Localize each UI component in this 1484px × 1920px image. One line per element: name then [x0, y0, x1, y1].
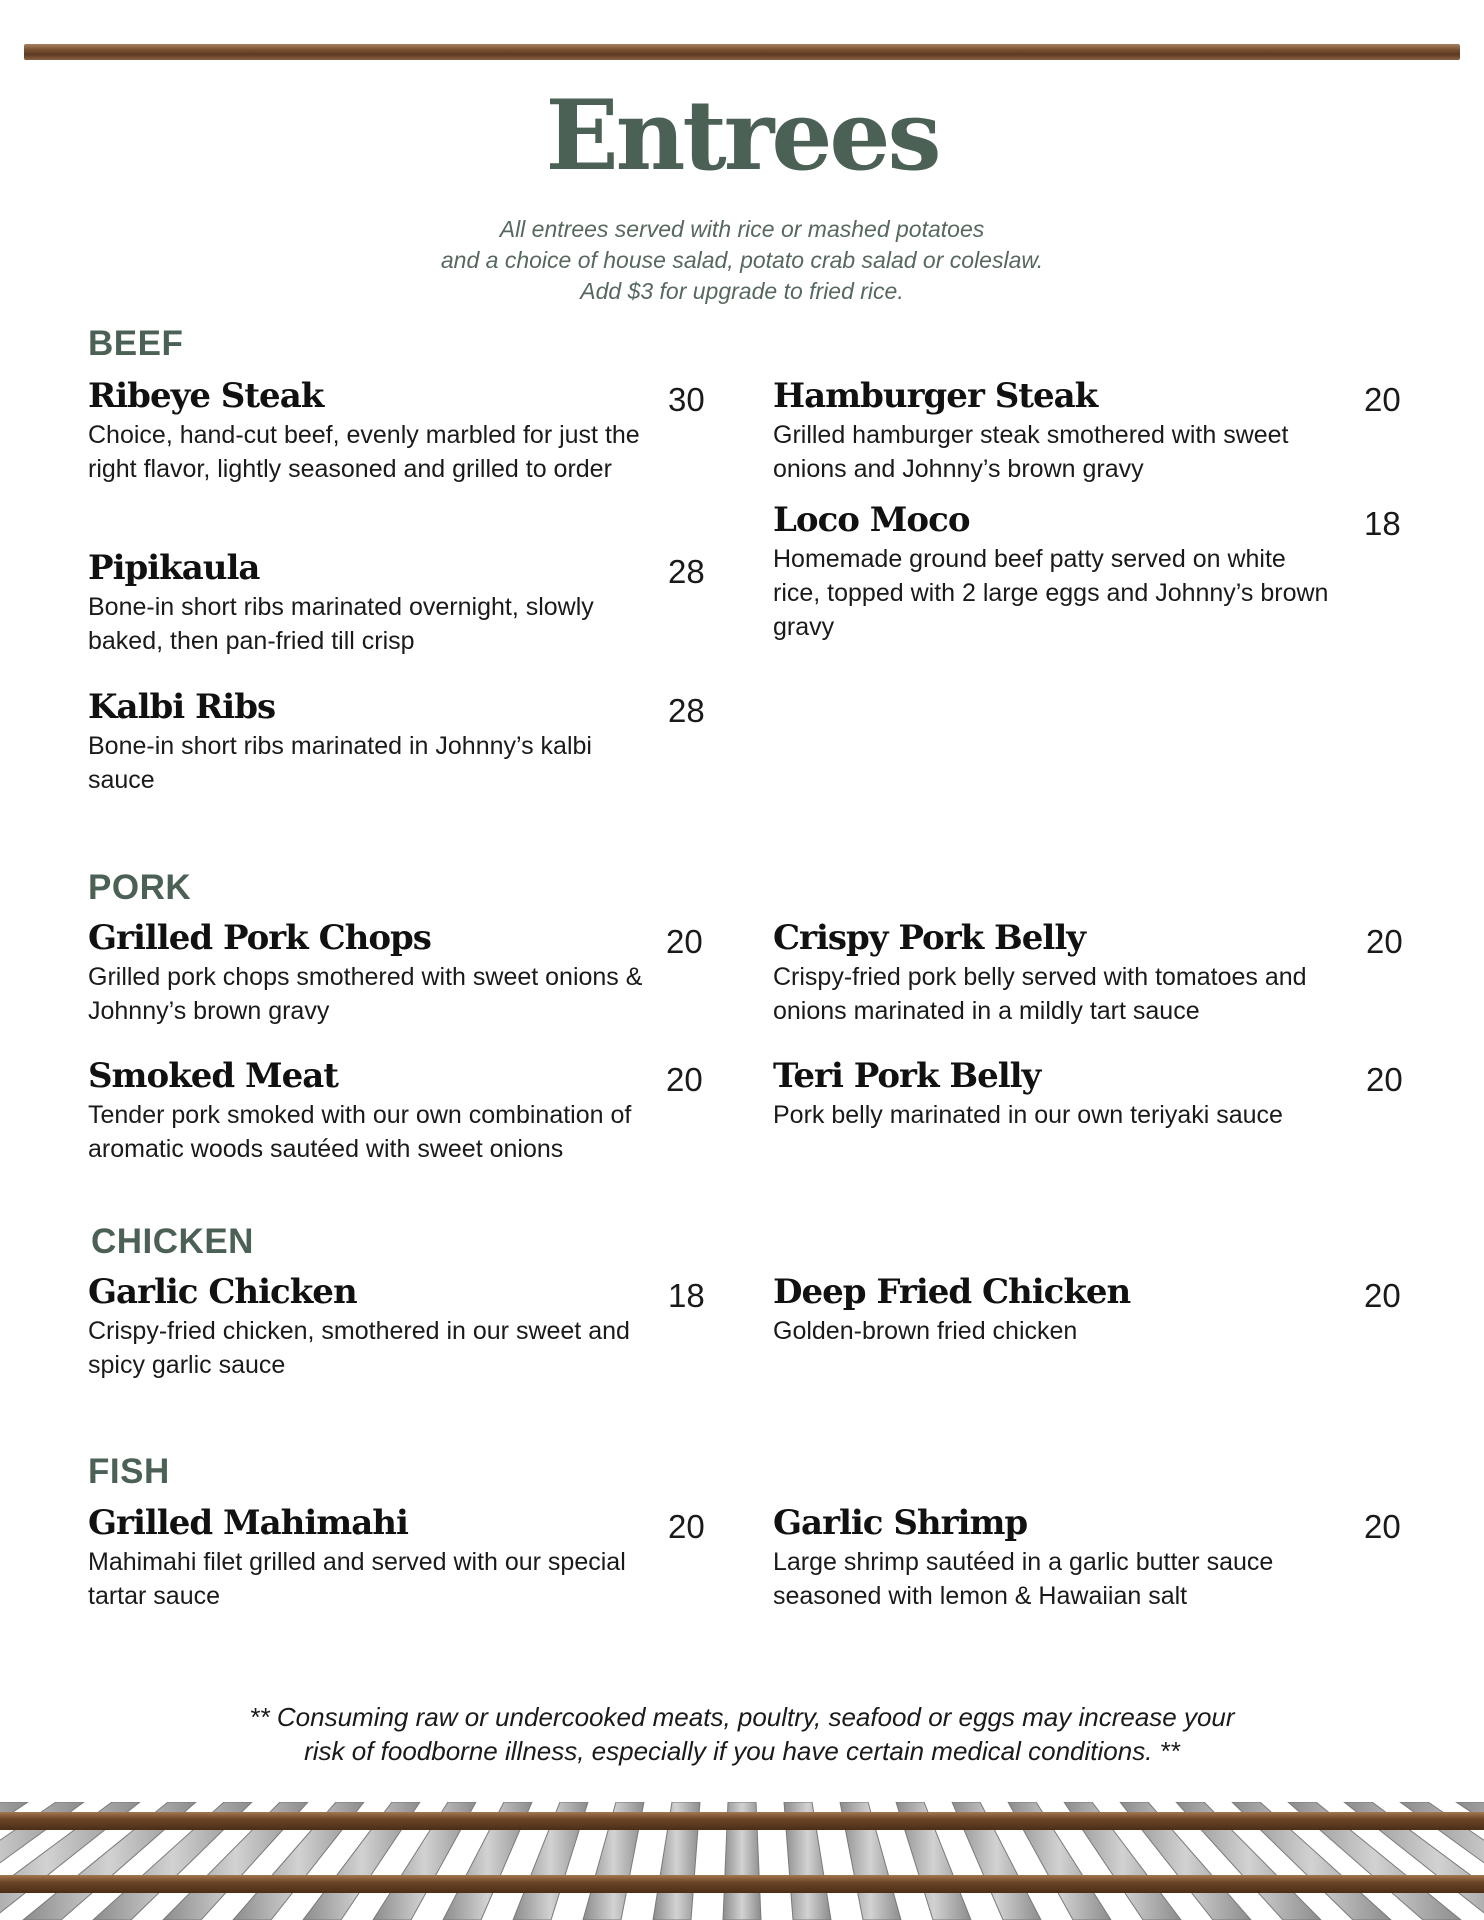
item-price: 20	[1364, 1508, 1401, 1545]
item-description: Homemade ground beef patty served on white rice, topped with 2 large eggs and Johnny’s brown gravy	[773, 545, 1329, 641]
item-description: Grilled pork chops smothered with sweet onions & Johnny’s brown gravy	[88, 963, 643, 1025]
item-price: 30	[668, 381, 705, 418]
item-description: Choice, hand-cut beef, evenly marbled for just the right flavor, lightly seasoned and grilled to order	[88, 421, 640, 483]
item-price: 20	[1364, 1277, 1401, 1314]
item-description: Tender pork smoked with our own combination of aromatic woods sautéed with sweet onions	[88, 1101, 632, 1163]
item-name: Garlic Chicken	[88, 1272, 357, 1312]
item-name: Kalbi Ribs	[88, 687, 276, 727]
menu-item-garlic-shrimp	[773, 1503, 1338, 1613]
item-price: 20	[1366, 923, 1403, 960]
menu-item-grilled-pork-chops	[88, 918, 666, 1028]
item-price: 20	[668, 1508, 705, 1545]
item-name: Teri Pork Belly	[773, 1056, 1041, 1096]
subtitle-line: All entrees served with rice or mashed potatoes	[499, 216, 985, 242]
menu-item-deep-fried-chicken	[773, 1272, 1338, 1348]
item-description: Bone-in short ribs marinated overnight, slowly baked, then pan-fried till crisp	[88, 593, 594, 655]
item-name: Ribeye Steak	[88, 376, 324, 416]
menu-item-loco-moco	[773, 500, 1338, 644]
subtitle	[0, 214, 1484, 307]
section-heading-pork: PORK	[88, 868, 192, 907]
menu-item-pipikaula	[88, 548, 648, 658]
section-heading-beef: BEEF	[88, 324, 184, 363]
item-description: Large shrimp sautéed in a garlic butter sauce seasoned with lemon & Hawaiian salt	[773, 1548, 1274, 1610]
item-description: Crispy-fried pork belly served with tomatoes and onions marinated in a mildly tart sauce	[773, 963, 1307, 1025]
item-description: Bone-in short ribs marinated in Johnny’s kalbi sauce	[88, 732, 592, 794]
food-safety-disclaimer	[0, 1700, 1484, 1768]
subtitle-line: and a choice of house salad, potato crab salad or coleslaw.	[440, 247, 1044, 273]
menu-item-garlic-chicken	[88, 1272, 648, 1382]
section-heading-fish: FISH	[88, 1452, 170, 1491]
item-name: Crispy Pork Belly	[773, 918, 1085, 958]
item-price: 28	[668, 692, 705, 729]
item-price: 20	[1366, 1061, 1403, 1098]
item-description: Mahimahi filet grilled and served with our special tartar sauce	[88, 1548, 626, 1610]
subtitle-line: Add $3 for upgrade to fried rice.	[580, 278, 904, 304]
section-heading-chicken: CHICKEN	[91, 1222, 254, 1261]
item-name: Deep Fried Chicken	[773, 1272, 1131, 1312]
menu-item-teri-pork-belly	[773, 1056, 1353, 1132]
item-description: Grilled hamburger steak smothered with sweet onions and Johnny’s brown gravy	[773, 421, 1289, 483]
item-price: 28	[668, 553, 705, 590]
menu-item-ribeye-steak	[88, 376, 648, 486]
item-price: 18	[668, 1277, 705, 1314]
railroad-tracks-graphic	[0, 1802, 1484, 1920]
disclaimer-line: ** Consuming raw or undercooked meats, poultry, seafood or eggs may increase your	[249, 1702, 1235, 1732]
menu-item-hamburger-steak	[773, 376, 1338, 486]
top-rail-decoration	[24, 44, 1460, 60]
item-name: Hamburger Steak	[773, 376, 1098, 416]
item-price: 18	[1364, 505, 1401, 542]
item-price: 20	[666, 1061, 703, 1098]
item-description: Golden-brown fried chicken	[773, 1317, 1078, 1345]
disclaimer-line: risk of foodborne illness, especially if you have certain medical conditions. **	[304, 1736, 1180, 1766]
page-title: Entrees	[545, 79, 939, 192]
item-name: Loco Moco	[773, 500, 970, 540]
item-name: Grilled Mahimahi	[88, 1503, 408, 1543]
item-name: Smoked Meat	[88, 1056, 339, 1096]
item-price: 20	[666, 923, 703, 960]
item-price: 20	[1364, 381, 1401, 418]
rail-lower	[0, 1875, 1484, 1893]
item-name: Garlic Shrimp	[773, 1503, 1028, 1543]
item-name: Grilled Pork Chops	[88, 918, 431, 958]
menu-item-grilled-mahimahi	[88, 1503, 648, 1613]
menu-item-crispy-pork-belly	[773, 918, 1353, 1028]
item-name: Pipikaula	[88, 548, 260, 588]
item-description: Pork belly marinated in our own teriyaki sauce	[773, 1101, 1283, 1129]
item-description: Crispy-fried chicken, smothered in our sweet and spicy garlic sauce	[88, 1317, 630, 1379]
rail-upper	[0, 1812, 1484, 1830]
railroad-tracks-decoration	[0, 1802, 1484, 1920]
menu-item-kalbi-ribs	[88, 687, 648, 797]
menu-item-smoked-meat	[88, 1056, 666, 1166]
